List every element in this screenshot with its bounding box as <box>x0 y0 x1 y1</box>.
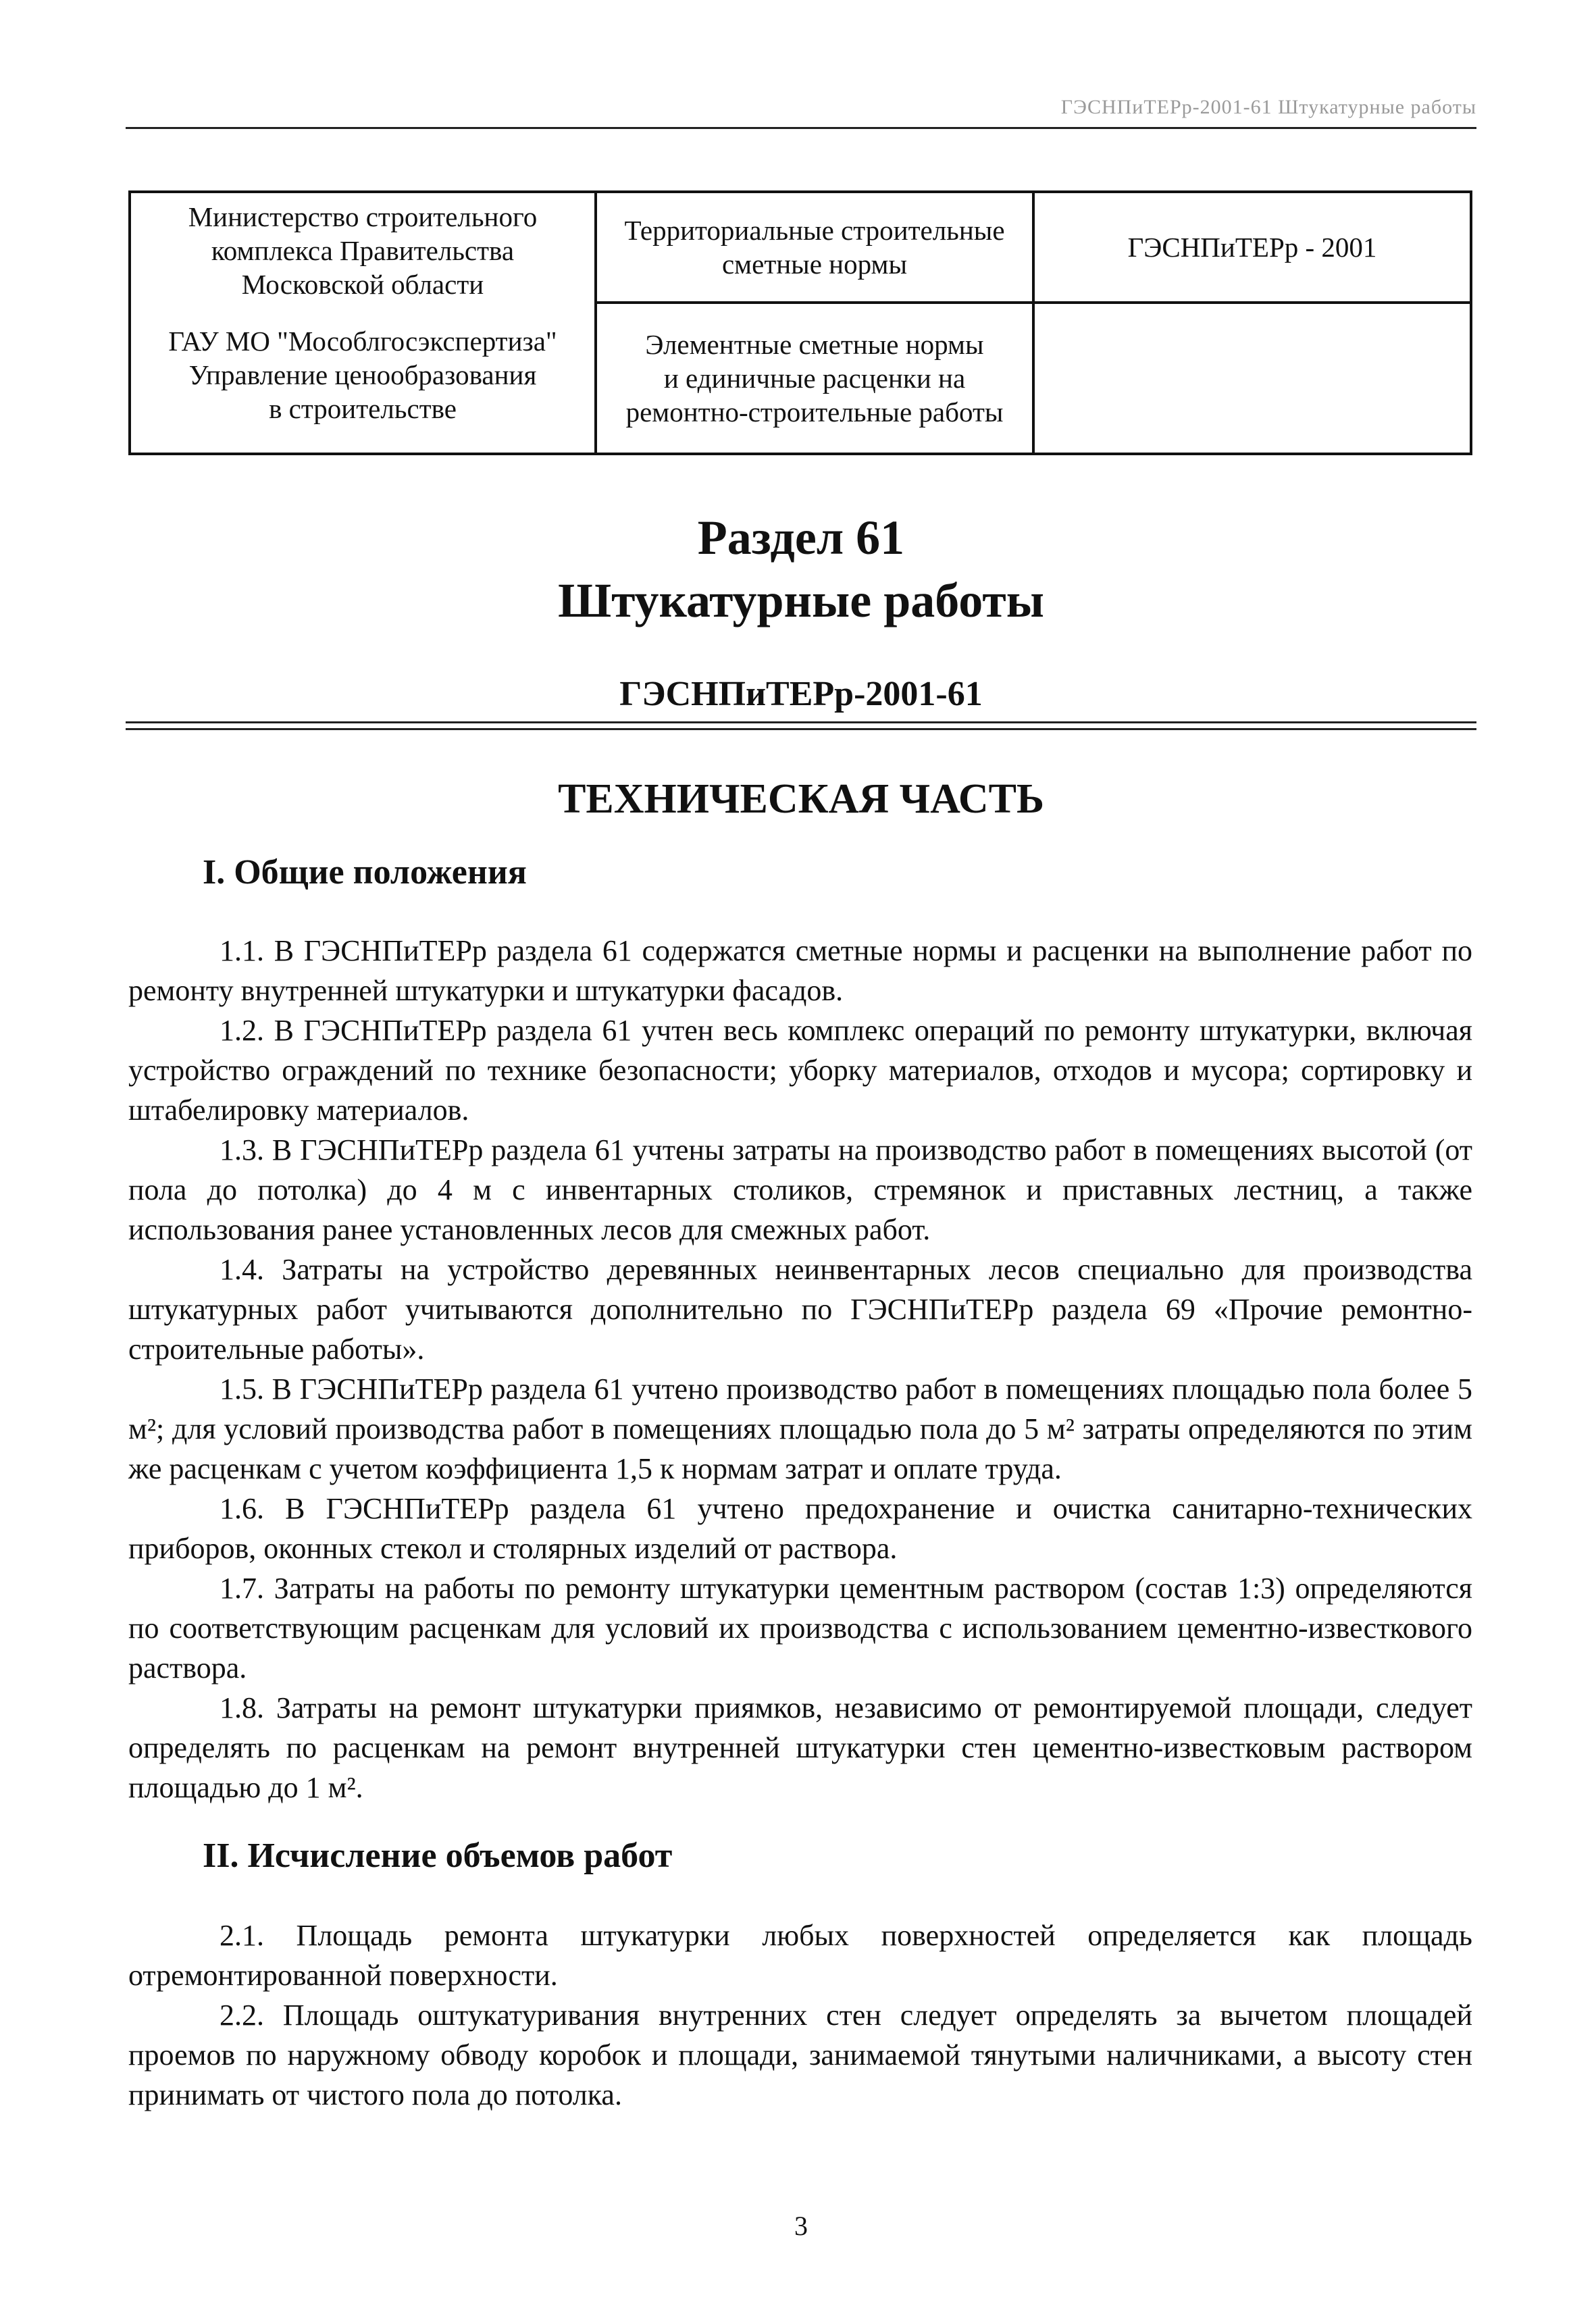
section-number: Раздел 61 <box>697 511 905 565</box>
header-rule <box>126 127 1476 129</box>
norms-desc-cell <box>596 303 1033 454</box>
paragraph: 1.4. Затраты на устройство деревянных неинвентарных лесов специально для производства штукатурных работ учитываются дополнительно по ГЭСНПиТЕРр раздела 69 «Прочие ремонтно-строительные работы». <box>128 1253 1472 1366</box>
part2-paragraphs <box>128 1916 1472 2115</box>
part1-heading: I. Общие положения <box>203 853 527 892</box>
norms-type-cell <box>596 192 1033 303</box>
double-rule-bottom <box>126 728 1476 730</box>
org-line: Министерство строительного <box>188 201 538 232</box>
part2-heading: II. Исчисление объемов работ <box>203 1836 673 1875</box>
double-rule-top <box>126 721 1476 723</box>
paragraph: 1.8. Затраты на ремонт штукатурки приямков, независимо от ремонтируемой площади, следует определять по расценкам на ремонт внутренней штукатурки стен цементно-известковым раствором площадью до 1 м². <box>128 1691 1472 1804</box>
org-line: комплекса Правительства <box>211 235 515 266</box>
paragraph: 1.3. В ГЭСНПиТЕРр раздела 61 учтены затраты на производство работ в помещениях высотой (от пола до потолка) до 4 м с инвентарных столиков, стремянок и приставных лестниц, а также использования ранее установленных лесов для смежных работ. <box>128 1133 1472 1246</box>
org-line: ГАУ МО "Мособлгосэкспертиза" <box>168 326 557 357</box>
paragraph: 1.6. В ГЭСНПиТЕРр раздела 61 учтено предохранение и очистка санитарно-технических приборов, оконных стекол и столярных изделий от раствора. <box>128 1492 1472 1565</box>
technical-part-title: ТЕХНИЧЕСКАЯ ЧАСТЬ <box>558 776 1044 822</box>
norms-desc-line: ремонтно-строительные работы <box>625 396 1004 428</box>
norms-desc-line: Элементные сметные нормы <box>645 329 984 360</box>
header-table <box>128 190 1472 455</box>
norms-type-line: Территориальные строительные <box>624 215 1005 246</box>
paragraph: 1.1. В ГЭСНПиТЕРр раздела 61 содержатся сметные нормы и расценки на выполнение работ по ремонту внутренней штукатурки и штукатурки фасадов. <box>128 934 1472 1007</box>
norms-desc-line: и единичные расценки на <box>663 363 966 394</box>
running-head: ГЭСНПиТЕРр-2001-61 Штукатурные работы <box>1060 96 1476 118</box>
section-title: Штукатурные работы <box>558 573 1044 627</box>
org-line: Управление ценообразования <box>188 359 537 390</box>
org-line: Московской области <box>241 269 484 300</box>
paragraph: 1.2. В ГЭСНПиТЕРр раздела 61 учтен весь комплекс операций по ремонту штукатурки, включая устройство ограждений по технике безопасности; уборку материалов, отходов и мусора; сортировку и штабелировку материалов. <box>128 1014 1472 1127</box>
page-number: 3 <box>794 2211 808 2241</box>
code-text: ГЭСНПиТЕРр - 2001 <box>1127 232 1377 263</box>
paragraph: 1.7. Затраты на работы по ремонту штукатурки цементным раствором (состав 1:3) определяются по соответствующим расценкам для условий их производства с использованием цементно-известкового раствора. <box>128 1572 1472 1685</box>
empty-cell <box>1033 303 1471 454</box>
paragraph: 2.2. Площадь оштукатуривания внутренних стен следует определять за вычетом площадей проемов по наружному обводу коробок и площади, занимаемой тянутыми наличниками, а высоту стен принимать от чистого пола до потолка. <box>128 1999 1472 2111</box>
norms-type-line: сметные нормы <box>721 249 907 280</box>
code-cell <box>1033 192 1471 303</box>
part1-paragraphs <box>128 931 1472 1807</box>
org-line: в строительстве <box>269 393 457 424</box>
paragraph: 2.1. Площадь ремонта штукатурки любых поверхностей определяется как площадь отремонтированной поверхности. <box>128 1919 1472 1992</box>
organization-cell <box>130 192 596 454</box>
paragraph: 1.5. В ГЭСНПиТЕРр раздела 61 учтено производство работ в помещениях площадью пола более 5 м²; для условий производства работ в помещениях площадью пола до 5 м² затраты определяются по этим же расценкам с учетом коэффициента 1,5 к нормам затрат и оплате труда. <box>128 1372 1472 1485</box>
section-code: ГЭСНПиТЕРр-2001-61 <box>619 675 983 713</box>
